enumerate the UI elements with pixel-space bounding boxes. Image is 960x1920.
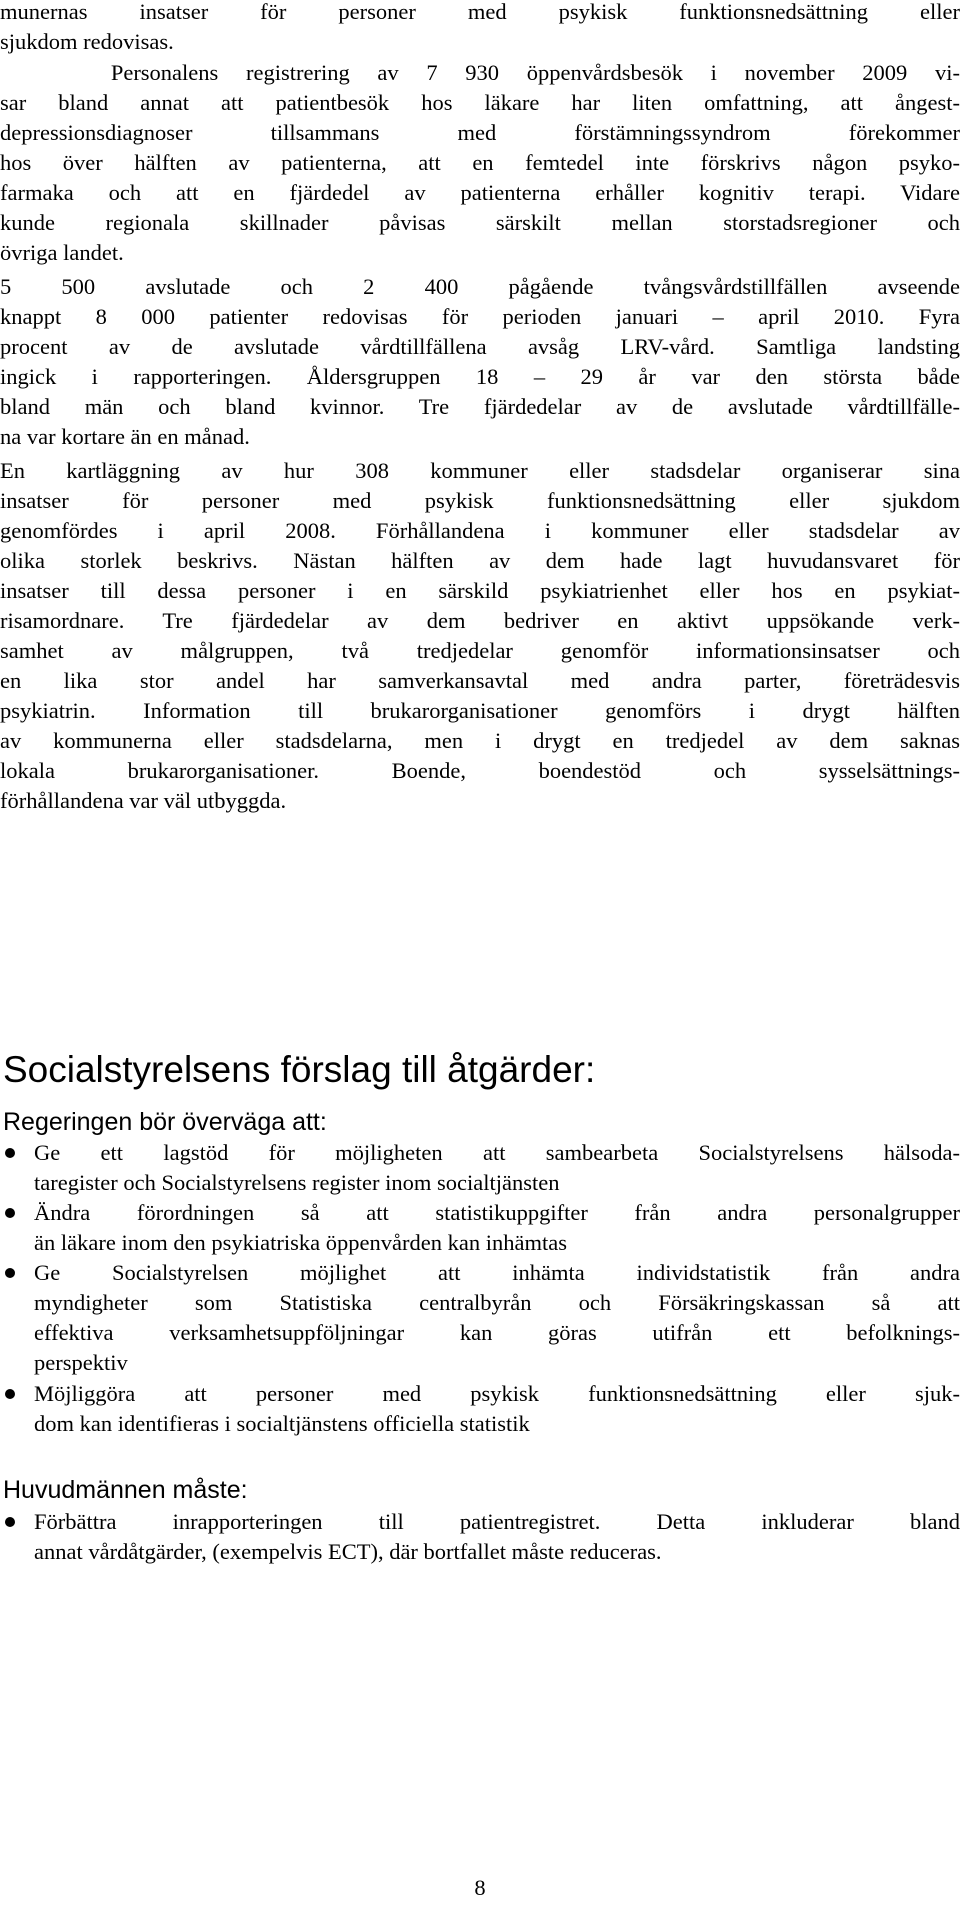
bullet-text-line: Förbättra inrapporteringen till patientregistret. Detta inkluderar bland bbox=[34, 1509, 960, 1534]
subsection-heading-government: Regeringen bör överväga att: bbox=[3, 1108, 327, 1136]
text-line: sjukdom redovisas. bbox=[0, 29, 174, 54]
bullet-text-line: effektiva verksamhetsuppföljningar kan göras utifrån ett befolknings- bbox=[34, 1320, 960, 1345]
bullet-text-line: Ändra förordningen så att statistikuppgifter från andra personalgrupper bbox=[34, 1200, 960, 1225]
subsection-heading-principals: Huvudmännen måste: bbox=[3, 1476, 248, 1504]
section-heading: Socialstyrelsens förslag till åtgärder: bbox=[3, 1049, 596, 1090]
text-line: 5 500 avslutade och 2 400 pågående tvångsvårdstillfällen avseende bbox=[0, 274, 960, 299]
text-line: procent av de avslutade vårdtillfällena avsåg LRV-vård. Samtliga landsting bbox=[0, 334, 960, 359]
bullet-text-line: Möjliggöra att personer med psykisk funktionsnedsättning eller sjuk- bbox=[34, 1381, 960, 1406]
text-line: knappt 8 000 patienter redovisas för perioden januari – april 2010. Fyra bbox=[0, 304, 960, 329]
bullet-text-line: taregister och Socialstyrelsens register inom socialtjänsten bbox=[34, 1170, 560, 1195]
text-line: munernas insatser för personer med psykisk funktionsnedsättning eller bbox=[0, 0, 960, 24]
text-line: insatser till dessa personer i en särskild psykiatrienhet eller hos en psykiat- bbox=[0, 578, 960, 603]
text-line: Personalens registrering av 7 930 öppenvårdsbesök i november 2009 vi- bbox=[0, 60, 960, 85]
text-line: av kommunerna eller stadsdelarna, men i drygt en tredjedel av dem saknas bbox=[0, 728, 960, 753]
text-line: En kartläggning av hur 308 kommuner eller stadsdelar organiserar sina bbox=[0, 458, 960, 483]
bullet-text-line: perspektiv bbox=[34, 1350, 128, 1375]
text-line: depressionsdiagnoser tillsammans med förstämningssyndrom förekommer bbox=[0, 120, 960, 145]
text-line: insatser för personer med psykisk funktionsnedsättning eller sjukdom bbox=[0, 488, 960, 513]
text-line: hos över hälften av patienterna, att en femtedel inte förskrivs någon psyko- bbox=[0, 150, 960, 175]
text-line: lokala brukarorganisationer. Boende, boendestöd och sysselsättnings- bbox=[0, 758, 960, 783]
bullet-text-line: dom kan identifieras i socialtjänstens officiella statistik bbox=[34, 1411, 530, 1436]
text-line: övriga landet. bbox=[0, 240, 124, 265]
text-line: bland män och bland kvinnor. Tre fjärdedelar av de avslutade vårdtillfälle- bbox=[0, 394, 960, 419]
text-line: kunde regionala skillnader påvisas särskilt mellan storstadsregioner och bbox=[0, 210, 960, 235]
text-line: sar bland annat att patientbesök hos läkare har liten omfattning, att ångest- bbox=[0, 90, 960, 115]
bullet-text-line: än läkare inom den psykiatriska öppenvården kan inhämtas bbox=[34, 1230, 567, 1255]
text-line: psykiatrin. Information till brukarorganisationer genomförs i drygt hälften bbox=[0, 698, 960, 723]
bullet-dot bbox=[5, 1148, 15, 1158]
bullet-dot bbox=[5, 1389, 15, 1399]
text-line: genomfördes i april 2008. Förhållandena i kommuner eller stadsdelar av bbox=[0, 518, 960, 543]
text-line: risamordnare. Tre fjärdedelar av dem bedriver en aktivt uppsökande verk- bbox=[0, 608, 960, 633]
text-line: farmaka och att en fjärdedel av patienterna erhåller kognitiv terapi. Vidare bbox=[0, 180, 960, 205]
text-line: samhet av målgruppen, två tredjedelar genomför informationsinsatser och bbox=[0, 638, 960, 663]
bullet-text-line: annat vårdåtgärder, (exempelvis ECT), där bortfallet måste reduceras. bbox=[34, 1539, 662, 1564]
text-line: na var kortare än en månad. bbox=[0, 424, 250, 449]
text-line: förhållandena var väl utbyggda. bbox=[0, 788, 287, 813]
bullet-text-line: Ge Socialstyrelsen möjlighet att inhämta individstatistik från andra bbox=[34, 1260, 960, 1285]
bullet-text-line: myndigheter som Statistiska centralbyrån och Försäkringskassan så att bbox=[34, 1290, 960, 1315]
text-line: ingick i rapporteringen. Åldersgruppen 18 – 29 år var den största både bbox=[0, 364, 960, 389]
page-number: 8 bbox=[474, 1875, 486, 1900]
bullet-dot bbox=[5, 1268, 15, 1278]
bullet-dot bbox=[5, 1517, 15, 1527]
bullet-dot bbox=[5, 1208, 15, 1218]
bullet-text-line: Ge ett lagstöd för möjligheten att sambearbeta Socialstyrelsens hälsoda- bbox=[34, 1140, 960, 1165]
text-line: en lika stor andel har samverkansavtal med andra parter, företrädesvis bbox=[0, 668, 960, 693]
text-line: olika storlek beskrivs. Nästan hälften av dem hade lagt huvudansvaret för bbox=[0, 548, 960, 573]
